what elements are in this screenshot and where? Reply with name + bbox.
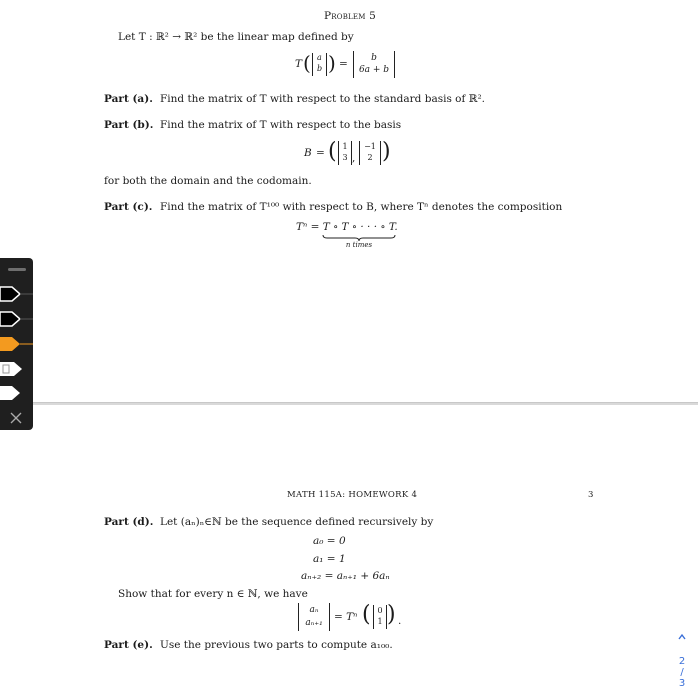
pager-current: 2 bbox=[678, 656, 686, 667]
rhs-vec-bottom: 1 bbox=[377, 617, 383, 626]
part-b-after-text: for both the domain and the codomain. bbox=[104, 175, 312, 187]
problem-heading: Problem 5 bbox=[324, 10, 376, 22]
basis-v2-top: −1 bbox=[364, 142, 376, 151]
map-lhs-b: b bbox=[317, 64, 323, 73]
intro-text: Let T : ℝ² → ℝ² be the linear map defined by bbox=[118, 31, 354, 43]
part-c-text: Find the matrix of T¹⁰⁰ with respect to B, where Tⁿ denotes the composition bbox=[160, 201, 563, 213]
running-header: MATH 115A: HOMEWORK 4 bbox=[287, 490, 418, 500]
close-toolbar-button[interactable] bbox=[0, 407, 33, 429]
composition-equation bbox=[296, 220, 416, 250]
underbrace-label: n times bbox=[345, 241, 373, 249]
map-lhs-a: a bbox=[317, 53, 322, 62]
basis-v2-bottom: 2 bbox=[367, 153, 373, 162]
part-e-label: Part (e). bbox=[104, 639, 153, 651]
pen-tool-black[interactable] bbox=[0, 283, 33, 305]
vec-bottom: aₙ₊₁ bbox=[305, 618, 323, 628]
part-c-label: Part (c). bbox=[104, 201, 153, 213]
pager-total: 3 bbox=[678, 678, 686, 689]
composition-text: Tⁿ = T ∘ T ∘ · · · ∘ T. bbox=[296, 221, 398, 233]
show-text: Show that for every n ∈ ℕ, we have bbox=[118, 588, 308, 600]
part-b-label: Part (b). bbox=[104, 119, 154, 131]
part-a-text: Find the matrix of T with respect to the standard basis of ℝ². bbox=[160, 93, 485, 105]
map-rhs-bottom: 6a + b bbox=[358, 65, 390, 75]
basis-v1-top: 1 bbox=[342, 142, 348, 151]
toolbar-handle[interactable] bbox=[8, 268, 26, 271]
annotation-toolbar bbox=[0, 258, 33, 430]
part-d-text: Let (aₙ)ₙ∈ℕ be the sequence defined recursively by bbox=[160, 516, 434, 528]
map-definition-equation: T ( a b ) = b 6a + b bbox=[295, 50, 405, 80]
marker-tool-white[interactable] bbox=[0, 382, 33, 404]
pen-black-icon bbox=[0, 283, 33, 305]
chevron-up-icon[interactable] bbox=[677, 632, 687, 642]
eraser-icon bbox=[0, 358, 33, 380]
recurrence-eq-3: aₙ₊₂ = aₙ₊₁ + 6aₙ bbox=[301, 570, 390, 582]
eq-rhs: = Tⁿ bbox=[334, 611, 358, 623]
highlighter-tool-orange[interactable] bbox=[0, 333, 33, 355]
basis-equation: B = ( 1 3 , −1 2 ) bbox=[304, 139, 391, 164]
recurrence-eq-2: a₁ = 1 bbox=[313, 553, 346, 565]
pen-black-2-icon bbox=[0, 308, 33, 330]
pager-separator: / bbox=[680, 667, 684, 678]
basis-v1-bottom: 3 bbox=[342, 153, 348, 162]
part-b-text: Find the matrix of T with respect to the basis bbox=[160, 119, 402, 131]
document-page-2 bbox=[0, 405, 698, 700]
close-icon bbox=[0, 407, 33, 429]
eraser-tool[interactable] bbox=[0, 358, 33, 380]
recurrence-eq-1: a₀ = 0 bbox=[313, 535, 346, 547]
page-navigator bbox=[674, 632, 690, 692]
page-number: 3 bbox=[588, 490, 594, 500]
vec-top: aₙ bbox=[309, 605, 319, 615]
part-a-label: Part (a). bbox=[104, 93, 153, 105]
rhs-vec-top: 0 bbox=[377, 606, 383, 615]
pen-tool-black-2[interactable] bbox=[0, 308, 33, 330]
vector-identity-equation: aₙ aₙ₊₁ = Tⁿ ( 0 1 ) . bbox=[298, 602, 408, 634]
part-d-label: Part (d). bbox=[104, 516, 154, 528]
map-rhs-top: b bbox=[371, 53, 377, 63]
marker-white-icon bbox=[0, 382, 33, 404]
part-e-text: Use the previous two parts to compute a₁₀₀. bbox=[160, 639, 393, 651]
highlighter-orange-icon bbox=[0, 333, 33, 355]
